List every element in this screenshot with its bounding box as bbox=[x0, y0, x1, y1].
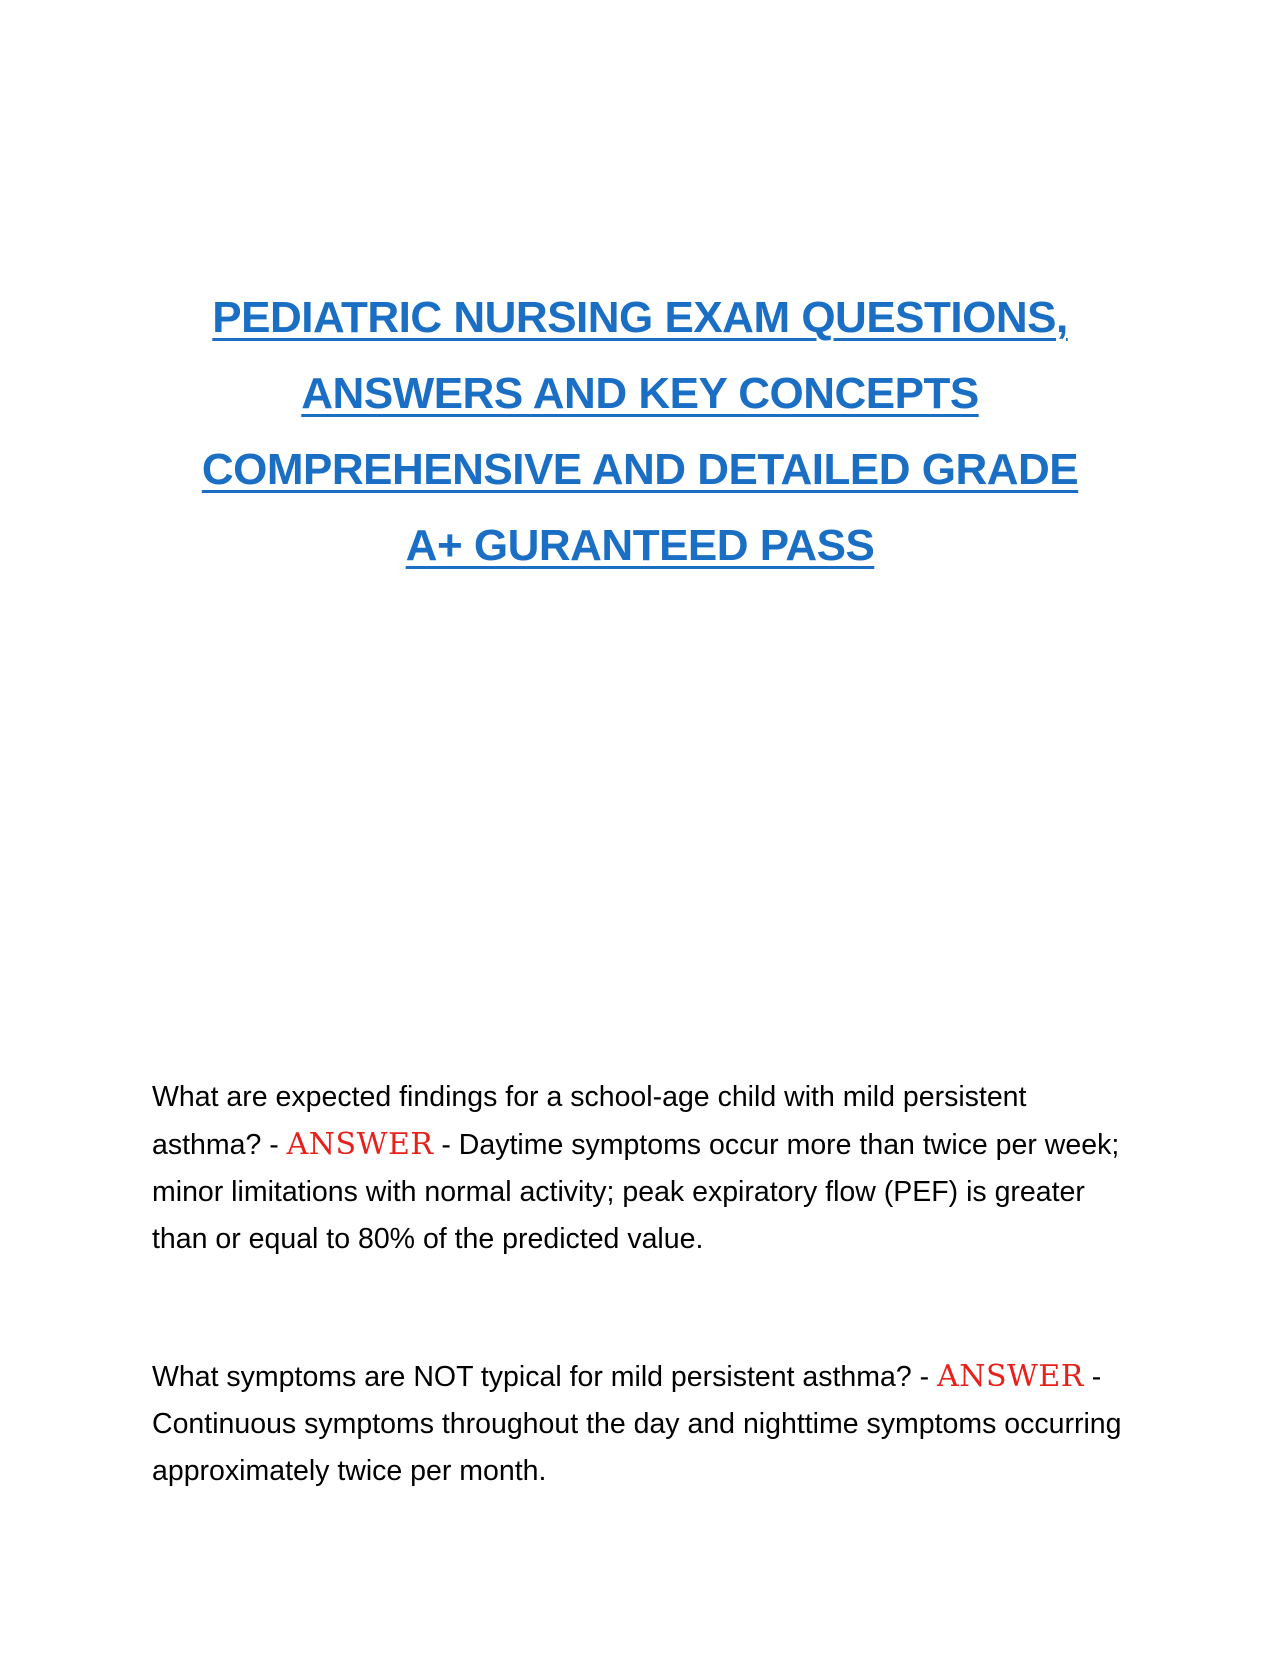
title-line-2: ANSWERS AND KEY CONCEPTS bbox=[301, 369, 979, 418]
title-line-4: A+ GURANTEED PASS bbox=[405, 521, 875, 570]
answer-label: ANSWER bbox=[937, 1358, 1084, 1394]
answer-label: ANSWER bbox=[286, 1126, 434, 1162]
qa-item bbox=[152, 1353, 1142, 1495]
answer-text: - Daytime symptoms occur more than twice per week; minor limitations with normal activity; peak expiratory flow (PEF) is greater than or equal to 80% of the predicted value. bbox=[152, 1128, 1120, 1255]
question-text: What are expected findings for a school-age child with mild persistent asthma? - bbox=[152, 1080, 1027, 1161]
document-title bbox=[0, 280, 1280, 584]
answer-text: - Continuous symptoms throughout the day and nighttime symptoms occurring approximately twice per month. bbox=[152, 1360, 1122, 1487]
title-line-1: PEDIATRIC NURSING EXAM QUESTIONS, bbox=[212, 293, 1068, 342]
title-line-3: COMPREHENSIVE AND DETAILED GRADE bbox=[201, 445, 1079, 494]
qa-item bbox=[152, 1074, 1142, 1263]
question-text: What symptoms are NOT typical for mild persistent asthma? - bbox=[152, 1360, 938, 1393]
